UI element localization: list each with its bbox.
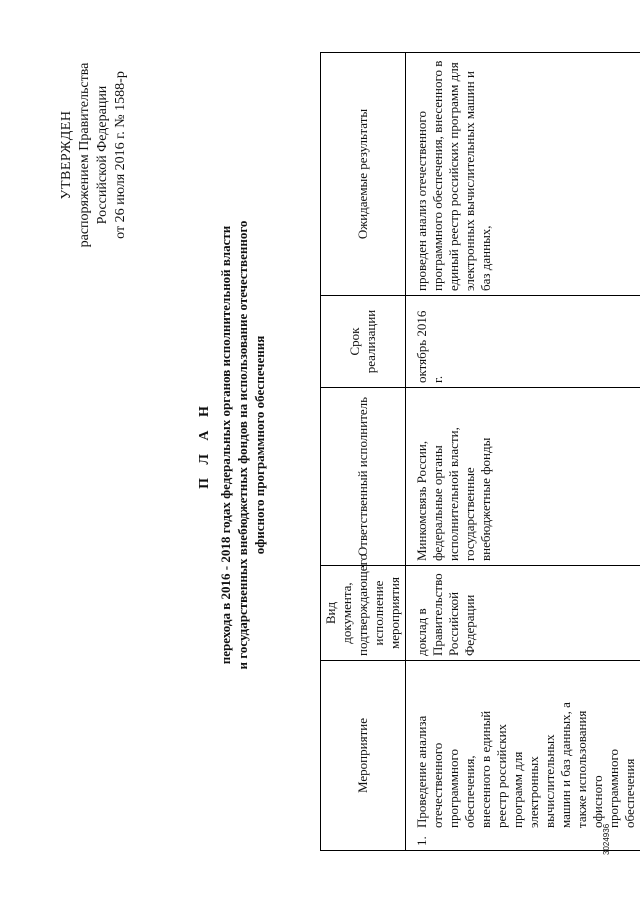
header-document: Вид документа, подтверждающего исполнение мероприятия (321, 566, 406, 661)
header-deadline: Срок реализации (321, 296, 406, 388)
title-line-3: офисного программного обеспечения (252, 335, 267, 555)
row-number: 1. (414, 836, 429, 846)
cell-result: проведен анализ отечественного программного обеспечения, внесенного в единый реестр российских программ для электронных вычислительных машин и баз данных, (406, 53, 640, 296)
approval-heading: УТВЕРЖДЕН (59, 110, 74, 200)
title-line-2: и государственных внебюджетных фондов на использование отечественного (235, 220, 250, 670)
header-event: Мероприятие (321, 661, 406, 851)
cell-deadline: октябрь 2016 г. (406, 296, 640, 388)
approval-line-2: Российской Федерации (95, 85, 110, 225)
header-result: Ожидаемые результаты (321, 53, 406, 296)
document-number: 3024936 (602, 823, 611, 855)
document-title (196, 205, 268, 685)
title-line-1: перехода в 2016 - 2018 годах федеральных органов исполнительной власти (218, 225, 233, 665)
cell-event (406, 661, 640, 851)
table-header-row (321, 53, 406, 851)
approval-line-1: распоряжением Правительства (77, 62, 92, 248)
header-responsible: Ответственный исполнитель (321, 388, 406, 566)
plan-table (320, 52, 640, 851)
event-text: Проведение анализа отечественного программного обеспечения, внесенного в единый реестр российских программ для электронных вычислительных машин и баз данных, а также использования офисного программного обеспечения (414, 702, 637, 828)
cell-responsible: Минкомсвязь России, федеральные органы исполнительной власти, государственные внебюджетные фонды (406, 388, 640, 566)
approval-stamp (58, 35, 130, 275)
cell-document: доклад в Правительство Российской Федерации (406, 566, 640, 661)
approval-line-3: от 26 июля 2016 г. № 1588-р (113, 71, 128, 239)
table-row (406, 53, 640, 851)
title-main: П Л А Н (197, 401, 212, 489)
